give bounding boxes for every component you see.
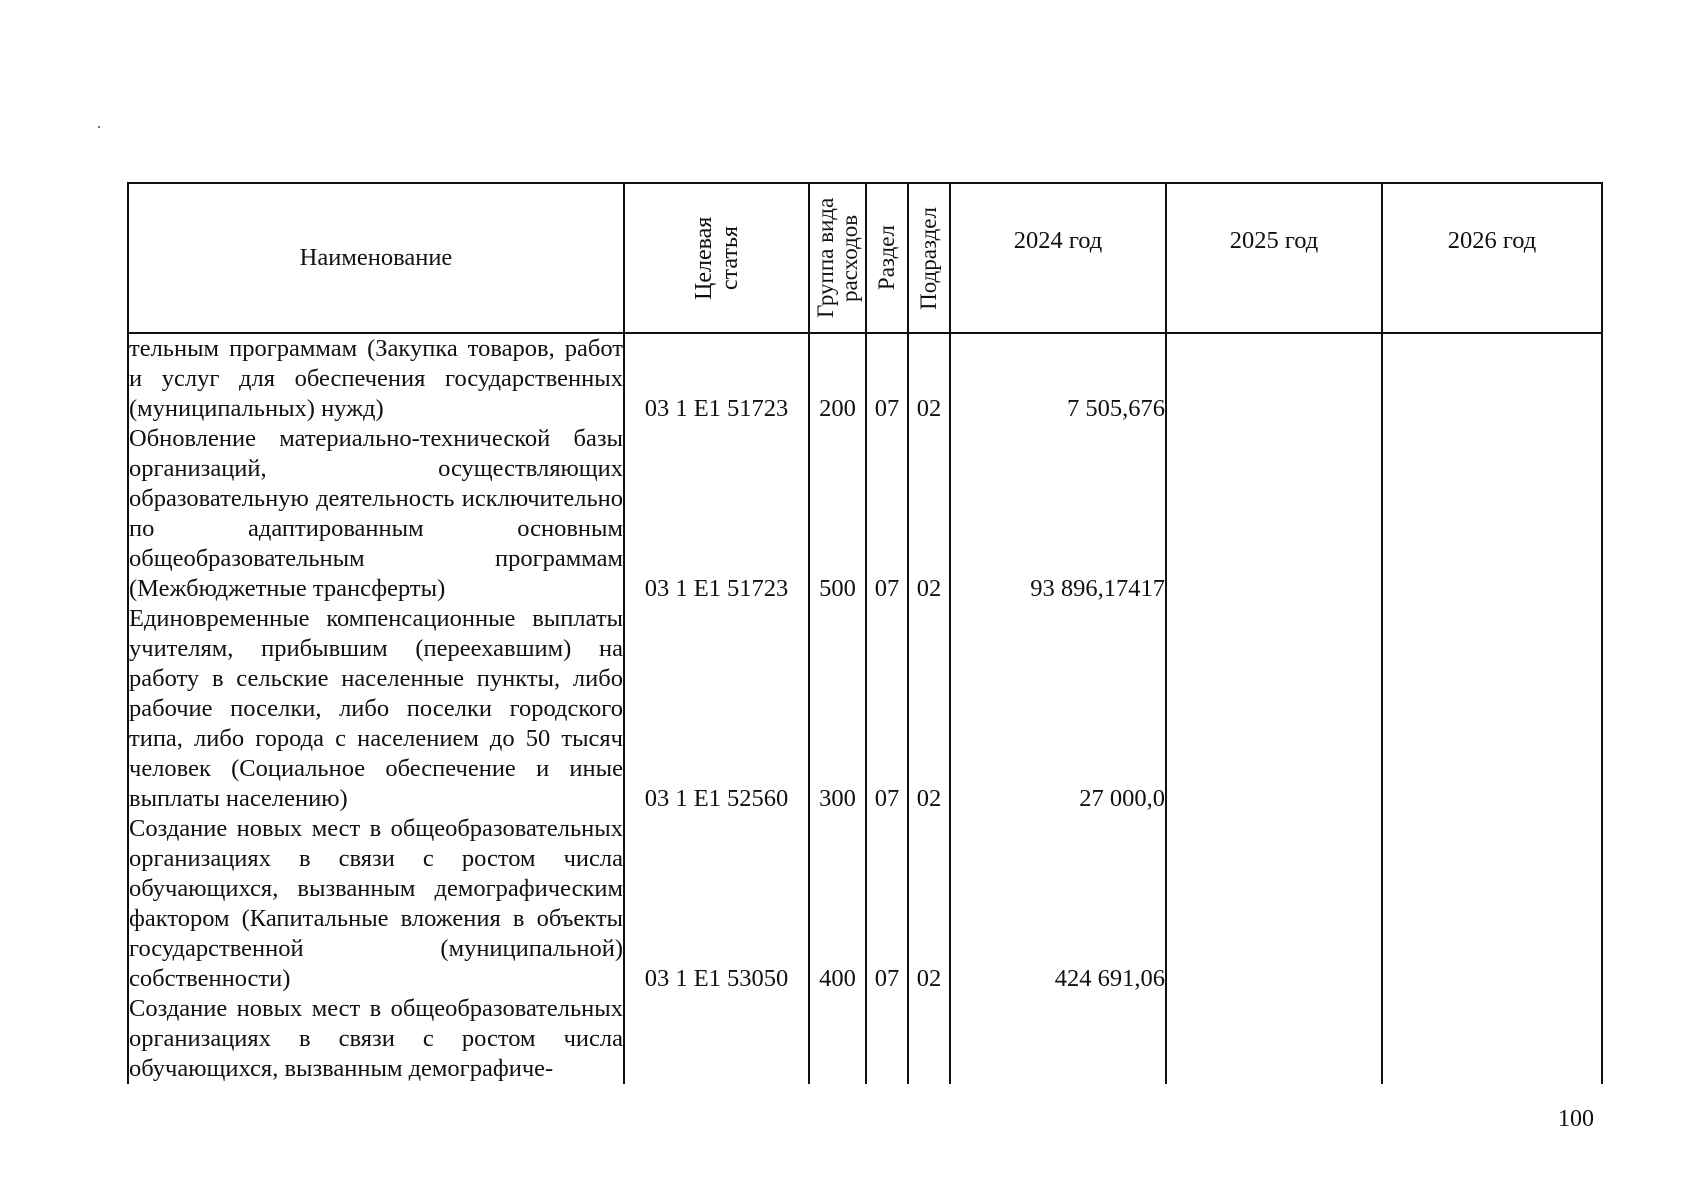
row-target-article (624, 994, 809, 1084)
row-value-2026 (1382, 424, 1602, 604)
header-target-article-label: Целевая статья (690, 216, 743, 300)
row-value-2024: 93 896,17417 (950, 424, 1166, 604)
row-value-2025 (1166, 814, 1382, 994)
row-value-2024: 7 505,676 (950, 333, 1166, 424)
row-target-article: 03 1 E1 51723 (624, 424, 809, 604)
row-name: Единовременные компенсационные выплаты учителям, прибывшим (переехавшим) на работу в сельские населенные пункты, либо рабочие поселки, либо поселки городского типа, либо города с населением до 50 тысяч человек (Социальное обеспечение и иные выплаты населению) (129, 605, 623, 812)
table-row (128, 333, 1602, 424)
header-subsection (908, 183, 950, 333)
table-header-row (128, 183, 1602, 333)
header-year-2025-label: 2025 год (1229, 227, 1319, 254)
header-section (866, 183, 908, 333)
header-subsection-wrap (909, 184, 949, 332)
row-value-2024 (950, 994, 1166, 1084)
row-name: Создание новых мест в общеобразовательных организациях в связи с ростом числа обучающихся, вызванным демографиче- (129, 995, 623, 1082)
row-name: тельным программам (Закупка товаров, работ и услуг для обеспечения государственных (муниципальных) нужд) (129, 335, 623, 422)
row-expense-group: 400 (809, 814, 866, 994)
header-year-2024 (950, 183, 1166, 333)
row-subsection (908, 994, 950, 1084)
header-year-2026-label: 2026 год (1447, 227, 1537, 254)
row-value-2025 (1166, 333, 1382, 424)
header-name (128, 183, 624, 333)
row-value-2025 (1166, 604, 1382, 814)
header-year-2025 (1166, 183, 1382, 333)
row-section: 07 (866, 424, 908, 604)
header-year-2024-label: 2024 год (1013, 227, 1103, 254)
header-year-2026 (1382, 183, 1602, 333)
row-value-2025 (1166, 424, 1382, 604)
row-subsection: 02 (908, 604, 950, 814)
row-target-article: 03 1 E1 52560 (624, 604, 809, 814)
row-expense-group (809, 994, 866, 1084)
header-expense-group-wrap (810, 184, 865, 332)
header-target-article (624, 183, 809, 333)
row-name: Обновление материально-технической базы организаций, осуществляющих образовательную деятельность исключительно по адаптированным основным общеобразовательным программам (Межбюджетные трансферты) (129, 425, 623, 602)
header-subsection-label: Подраздел (916, 206, 941, 310)
header-expense-group (809, 183, 866, 333)
row-section: 07 (866, 604, 908, 814)
table-row (128, 604, 1602, 814)
header-expense-group-label: Группа вида расходов (812, 197, 862, 319)
header-target-article-wrap (625, 184, 808, 332)
table-row (128, 424, 1602, 604)
row-subsection: 02 (908, 424, 950, 604)
table-row (128, 994, 1602, 1084)
header-name-label: Наименование (299, 244, 453, 271)
row-section (866, 994, 908, 1084)
row-subsection: 02 (908, 333, 950, 424)
row-expense-group: 300 (809, 604, 866, 814)
header-section-wrap (867, 184, 907, 332)
row-value-2026 (1382, 333, 1602, 424)
row-value-2024: 27 000,0 (950, 604, 1166, 814)
header-section-label: Раздел (874, 225, 899, 291)
page-number: 100 (1558, 1106, 1594, 1132)
row-name: Создание новых мест в общеобразовательных организациях в связи с ростом числа обучающихся, вызванным демографическим фактором (Капитальные вложения в объекты государственной (муниципальной) собственности) (129, 815, 623, 992)
row-value-2024: 424 691,06 (950, 814, 1166, 994)
row-target-article: 03 1 E1 53050 (624, 814, 809, 994)
budget-table (127, 182, 1603, 1084)
row-value-2025 (1166, 994, 1382, 1084)
table-row (128, 814, 1602, 994)
row-value-2026 (1382, 604, 1602, 814)
row-expense-group: 500 (809, 424, 866, 604)
row-target-article: 03 1 E1 51723 (624, 333, 809, 424)
row-value-2026 (1382, 814, 1602, 994)
row-section: 07 (866, 333, 908, 424)
row-expense-group: 200 (809, 333, 866, 424)
row-subsection: 02 (908, 814, 950, 994)
row-section: 07 (866, 814, 908, 994)
row-value-2026 (1382, 994, 1602, 1084)
scan-speck (98, 126, 100, 128)
